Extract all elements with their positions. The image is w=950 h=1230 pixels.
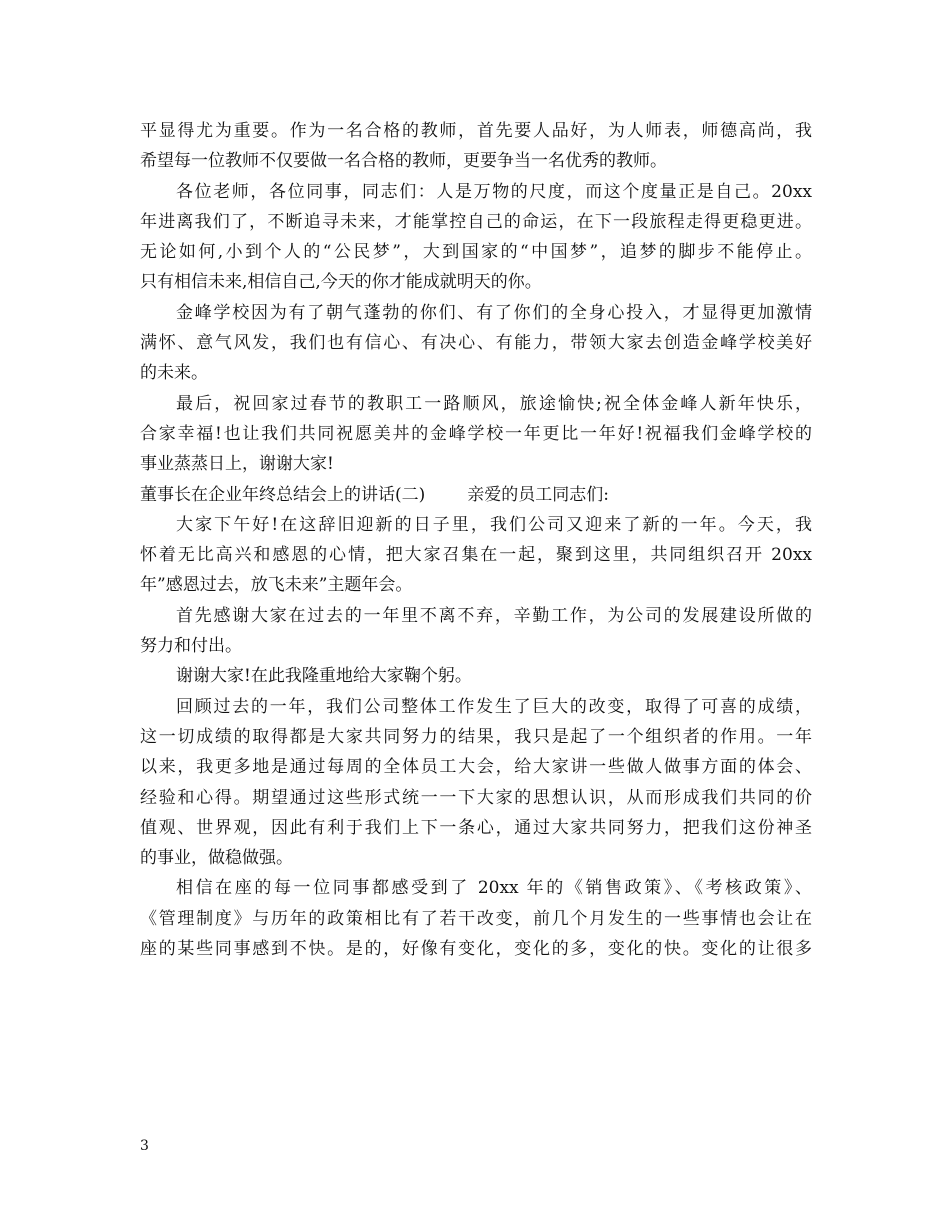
text-line: 金峰学校因为有了朝气蓬勃的你们、有了你们的全身心投入，才显得更加激情 xyxy=(176,302,812,323)
speech-title: 董事长在企业年终总结会上的讲话(二) xyxy=(140,484,426,505)
text-line: 经验和心得。期望通过这些形式统一一下大家的思想认识，从而形成我们共同的价 xyxy=(140,787,812,808)
text-line: 回顾过去的一年，我们公司整体工作发生了巨大的改变，取得了可喜的成绩， xyxy=(176,696,812,717)
text-line: 只有相信未来,相信自己,今天的你才能成就明天的你。 xyxy=(140,272,542,293)
speech-salutation: 亲爱的员工同志们: xyxy=(467,484,609,505)
text-line: 《管理制度》与历年的政策相比有了若干改变，前几个月发生的一些事情也会让在 xyxy=(140,908,812,929)
text-block-2 xyxy=(140,510,812,964)
text-line: 年”感恩过去，放飞未来”主题年会。 xyxy=(140,575,413,596)
text-line: 的未来。 xyxy=(140,363,208,384)
text-line: 无论如何,小到个人的“公民梦”，大到国家的“中国梦”，追梦的脚步不能停止。 xyxy=(140,242,812,263)
text-line: 这一切成绩的取得都是大家共同努力的结果，我只是起了一个组织者的作用。一年 xyxy=(140,726,812,747)
speech-heading xyxy=(140,480,812,510)
text-line: 各位老师，各位同事，同志们：人是万物的尺度，而这个度量正是自己。20xx xyxy=(176,181,812,202)
text-line: 努力和付出。 xyxy=(140,636,242,657)
text-block-1 xyxy=(140,116,812,480)
text-line: 的事业，做稳做强。 xyxy=(140,848,293,869)
text-line: 大家下午好!在这辞旧迎新的日子里，我们公司又迎来了新的一年。今天，我 xyxy=(176,514,812,535)
text-line: 最后，祝回家过春节的教职工一路顺风，旅途愉快;祝全体金峰人新年快乐， xyxy=(176,393,812,414)
text-line: 希望每一位教师不仅要做一名合格的教师，更要争当一名优秀的教师。 xyxy=(140,151,667,172)
text-line: 相信在座的每一位同事都感受到了 20xx 年的《销售政策》、《考核政策》、 xyxy=(176,878,812,899)
text-line: 平显得尤为重要。作为一名合格的教师，首先要人品好，为人师表，师德高尚，我 xyxy=(140,121,812,141)
text-line: 怀着无比高兴和感恩的心情，把大家召集在一起，聚到这里，共同组织召开 20xx xyxy=(140,545,812,566)
text-line: 座的某些同事感到不快。是的，好像有变化，变化的多，变化的快。变化的让很多 xyxy=(140,939,812,960)
text-line: 值观、世界观，因此有利于我们上下一条心，通过大家共同努力，把我们这份神圣 xyxy=(140,817,812,838)
document-body xyxy=(140,116,812,964)
text-line: 以来，我更多地是通过每周的全体员工大会，给大家讲一些做人做事方面的体会、 xyxy=(140,757,812,778)
text-line: 年进离我们了，不断追寻未来，才能掌控自己的命运，在下一段旅程走得更稳更进。 xyxy=(140,211,812,232)
text-line: 满怀、意气风发，我们也有信心、有决心、有能力，带领大家去创造金峰学校美好 xyxy=(140,333,812,354)
text-line: 谢谢大家!在此我隆重地给大家鞠个躬。 xyxy=(176,666,472,687)
text-line: 事业蒸蒸日上，谢谢大家! xyxy=(140,454,334,475)
page-number: 3 xyxy=(140,1138,149,1154)
text-line: 首先感谢大家在过去的一年里不离不弃，辛勤工作，为公司的发展建设所做的 xyxy=(176,605,812,626)
text-line: 合家幸福!也让我们共同祝愿美丼的金峰学校一年更比一年好!祝福我们金峰学校的 xyxy=(140,423,812,444)
